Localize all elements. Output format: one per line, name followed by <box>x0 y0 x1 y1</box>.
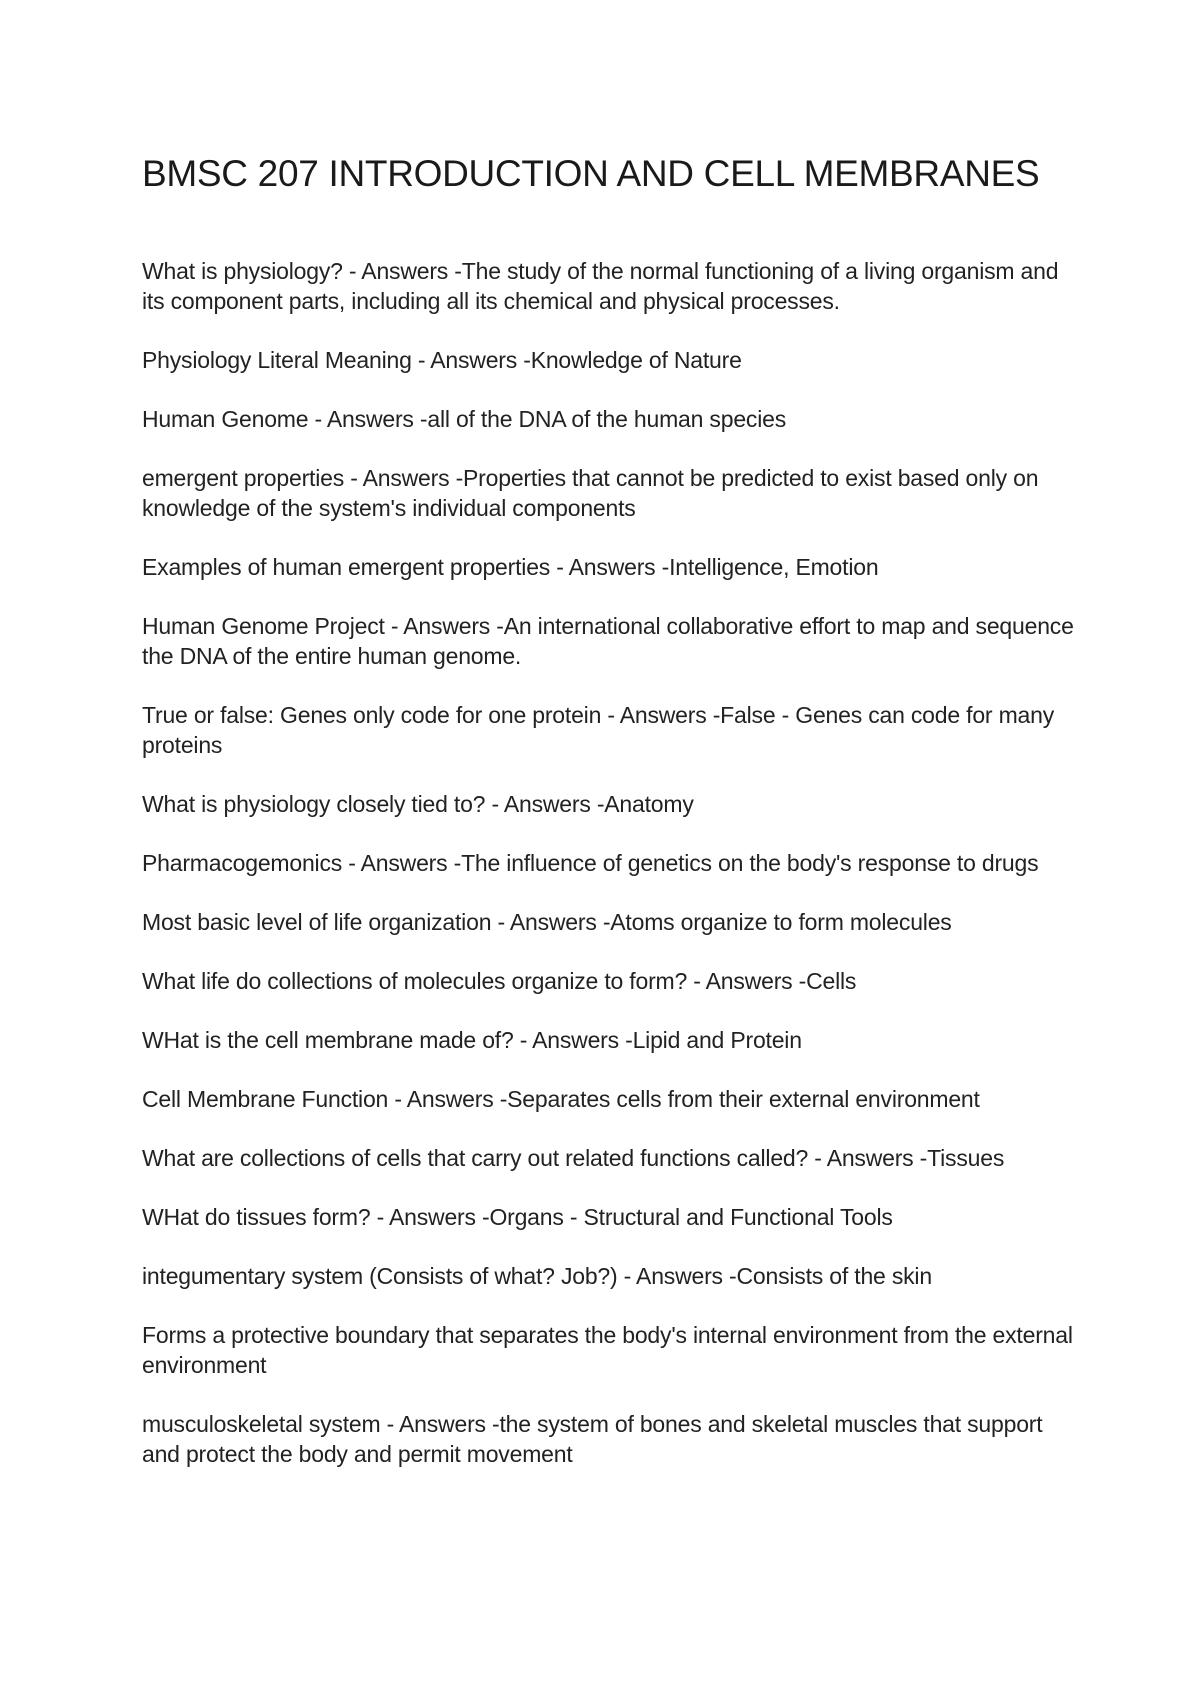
qa-item: integumentary system (Consists of what? Job?) - Answers -Consists of the skin <box>142 1263 932 1289</box>
qa-item: Examples of human emergent properties - Answers -Intelligence, Emotion <box>142 554 879 580</box>
qa-item: Most basic level of life organization - Answers -Atoms organize to form molecules <box>142 909 952 935</box>
qa-item: What is physiology? - Answers -The study of the normal functioning of a living organism and its component parts, including all its chemical and physical processes. <box>142 258 1059 314</box>
qa-item: WHat do tissues form? - Answers -Organs - Structural and Functional Tools <box>142 1204 893 1230</box>
document-content <box>142 150 1082 1498</box>
qa-item: Physiology Literal Meaning - Answers -Knowledge of Nature <box>142 347 742 373</box>
qa-item: WHat is the cell membrane made of? - Answers -Lipid and Protein <box>142 1027 802 1053</box>
qa-item: Human Genome - Answers -all of the DNA of the human species <box>142 406 787 432</box>
qa-list <box>142 256 1082 1469</box>
qa-item: emergent properties - Answers -Properties that cannot be predicted to exist based only on knowledge of the system's individual components <box>142 465 1039 521</box>
qa-item: Pharmacogemonics - Answers -The influence of genetics on the body's response to drugs <box>142 850 1039 876</box>
qa-item: True or false: Genes only code for one protein - Answers -False - Genes can code for many proteins <box>142 702 1055 758</box>
qa-item: Human Genome Project - Answers -An international collaborative effort to map and sequence the DNA of the entire human genome. <box>142 613 1074 669</box>
qa-item: What are collections of cells that carry out related functions called? - Answers -Tissues <box>142 1145 1005 1171</box>
qa-item: Forms a protective boundary that separates the body's internal environment from the external environment <box>142 1322 1073 1378</box>
qa-item: Cell Membrane Function - Answers -Separates cells from their external environment <box>142 1086 980 1112</box>
qa-item: What is physiology closely tied to? - Answers -Anatomy <box>142 791 694 817</box>
qa-item: musculoskeletal system - Answers -the system of bones and skeletal muscles that support and protect the body and permit movement <box>142 1411 1043 1467</box>
qa-item: What life do collections of molecules organize to form? - Answers -Cells <box>142 968 857 994</box>
document-title: BMSC 207 INTRODUCTION AND CELL MEMBRANES <box>142 153 1040 194</box>
